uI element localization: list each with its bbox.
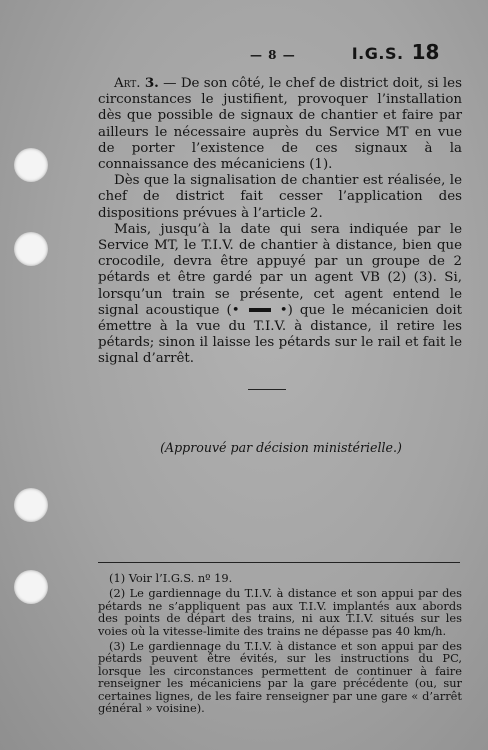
paragraph-text: •) que le mécanicien doit émettre à la vue du T.I.V. à distance, il retire les pétards; sinon il laisse les pétards sur le rail et fait le signal d’arrêt. (98, 302, 462, 367)
article-number: 3. (144, 75, 159, 91)
footnote-1: (1) Voir l’I.G.S. nº 19. (109, 571, 233, 585)
footnote-3: (3) Le gardiennage du T.I.V. à distance et son appui par des pétards peuvent être évités, sur les instructions du PC, lorsque les circonstances permettent de continuer à faire renseigner les mécaniciens par la gare précédente (ou, sur certaines lignes, de les faire renseigner par une gare « d’arrêt général » voisine). (98, 639, 462, 716)
article-paragraph-1 (98, 75, 462, 173)
page-number: — 8 — (250, 48, 296, 62)
footnotes (98, 572, 462, 717)
document-reference: I.G.S. (351, 44, 404, 63)
approval-note: (Approuvé par décision ministérielle.) (160, 440, 402, 455)
document-number: 18 (411, 40, 440, 64)
article-paragraph-2: Dès que la signalisation de chantier est réalisée, le chef de district fait cesser l’application des dispositions prévues à l’article 2. (98, 173, 462, 221)
punch-hole (14, 232, 48, 266)
section-divider (248, 389, 286, 390)
footnote-2: (2) Le gardiennage du T.I.V. à distance et son appui par des pétards ne s’appliquent pas aux T.I.V. implantés aux abords des points de départ des trains, ni aux T.I.V. situés sur les voies où la vitesse-limite des trains ne dépasse pas 40 km/h. (98, 586, 462, 638)
footnote-divider (98, 562, 460, 563)
article-paragraph-3 (98, 222, 462, 368)
article-label: Art. (114, 76, 141, 91)
page-header (250, 40, 468, 64)
punch-hole (14, 570, 48, 604)
article-body (98, 75, 462, 368)
paragraph-text: Mais, jusqu’à la date qui sera indiquée par le Service MT, le T.I.V. de chantier à distance, bien que crocodile, devra être appuyé par un groupe de 2 pétards et être gardé par un agent VB (2) (3). Si, lorsqu’un train se présente, cet agent entend le signal acoustique (• (98, 221, 462, 318)
paragraph-text: — De son côté, le chef de district doit, si les circonstances le justifient, provoquer l’installation dès que possible de signaux de chantier et faire par ailleurs le nécessaire auprès du Service MT en vue de porter l’existence de ces signaux à la connaissance des mécaniciens (1). (98, 76, 462, 173)
punch-hole (14, 488, 48, 522)
punch-hole (14, 148, 48, 182)
long-dash-signal-icon (249, 308, 271, 312)
